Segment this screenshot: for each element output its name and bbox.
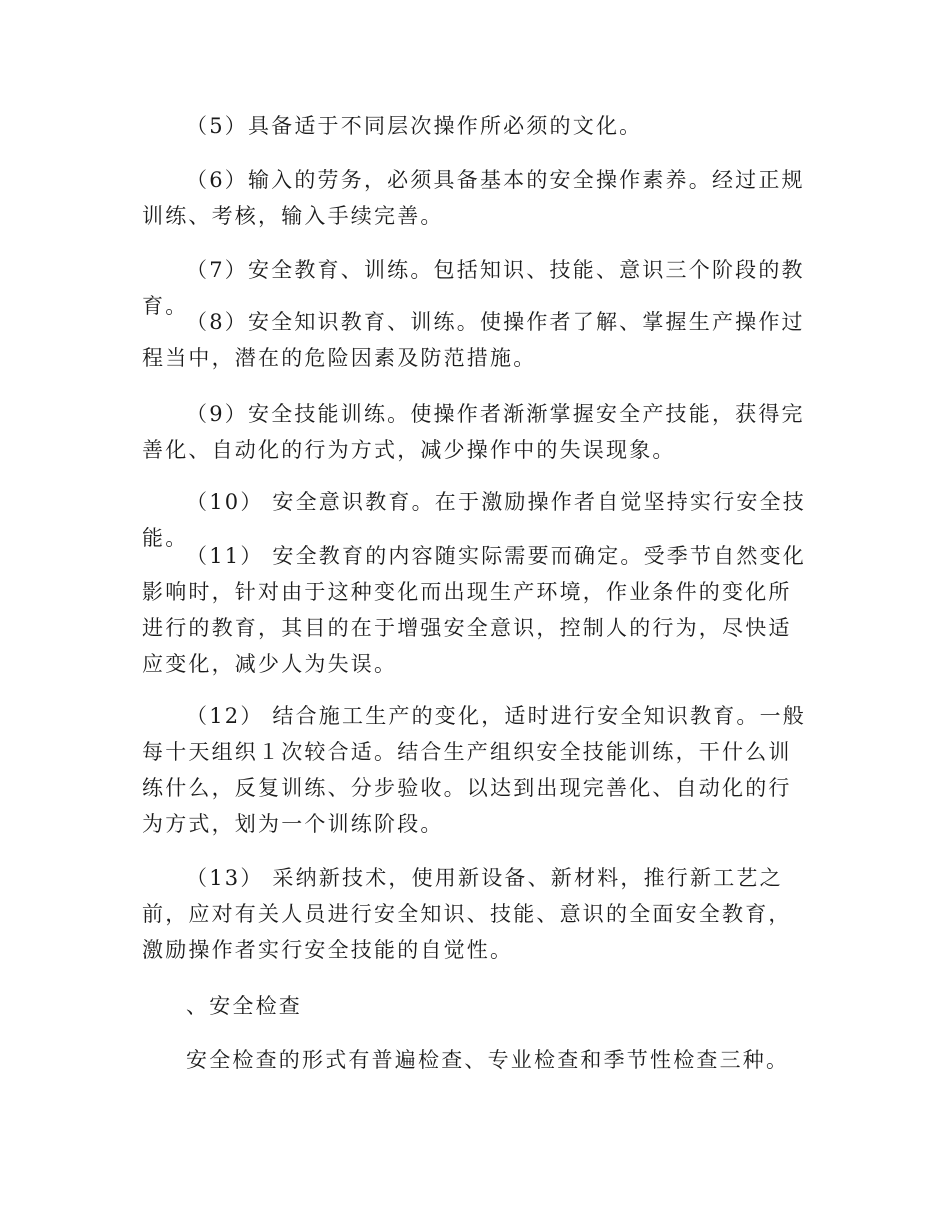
paragraph-item-9: （9）安全技能训练。使操作者渐渐掌握安全产技能，获得完善化、自动化的行为方式，减少操作中的失误现象。 bbox=[142, 402, 805, 462]
paragraph-item-12: （12） 结合施工生产的变化，适时进行安全知识教育。一般每十天组织１次较合适。结合生产组织安全技能训练，干什么训练什么，反复训练、分步验收。以达到出现完善化、自动化的行为方式，划为一个训练阶段。 bbox=[142, 704, 806, 836]
paragraph-item-10: （10） 安全意识教育。在于激励操作者自觉坚持实行安全技能。 bbox=[142, 490, 806, 550]
paragraph-item-13: （13） 采纳新技术，使用新设备、新材料，推行新工艺之前，应对有关人员进行安全知识、技能、意识的全面安全教育，激励操作者实行安全技能的自觉性。 bbox=[142, 866, 792, 962]
paragraph-item-11: （11） 安全教育的内容随实际需要而确定。受季节自然变化影响时，针对由于这种变化而出现生产环境，作业条件的变化所进行的教育，其目的在于增强安全意识，控制人的行为，尽快适应变化，减少人为失误。 bbox=[142, 544, 806, 676]
paragraph-safety-inspection-forms: 安全检查的形式有普遍检查、专业检查和季节性检查三种。 bbox=[186, 1048, 790, 1072]
paragraph-item-8: （8）安全知识教育、训练。使操作者了解、掌握生产操作过程当中，潜在的危险因素及防范措施。 bbox=[142, 310, 805, 370]
paragraph-item-7: （7）安全教育、训练。包括知识、技能、意识三个阶段的教育。 bbox=[142, 258, 805, 318]
section-heading-safety-inspection: 、安全检查 bbox=[186, 994, 302, 1018]
paragraph-item-6: （6）输入的劳务，必须具备基本的安全操作素养。经过正规训练、考核，输入手续完善。 bbox=[142, 168, 805, 228]
paragraph-item-5: （5）具备适于不同层次操作所必须的文化。 bbox=[186, 114, 643, 138]
